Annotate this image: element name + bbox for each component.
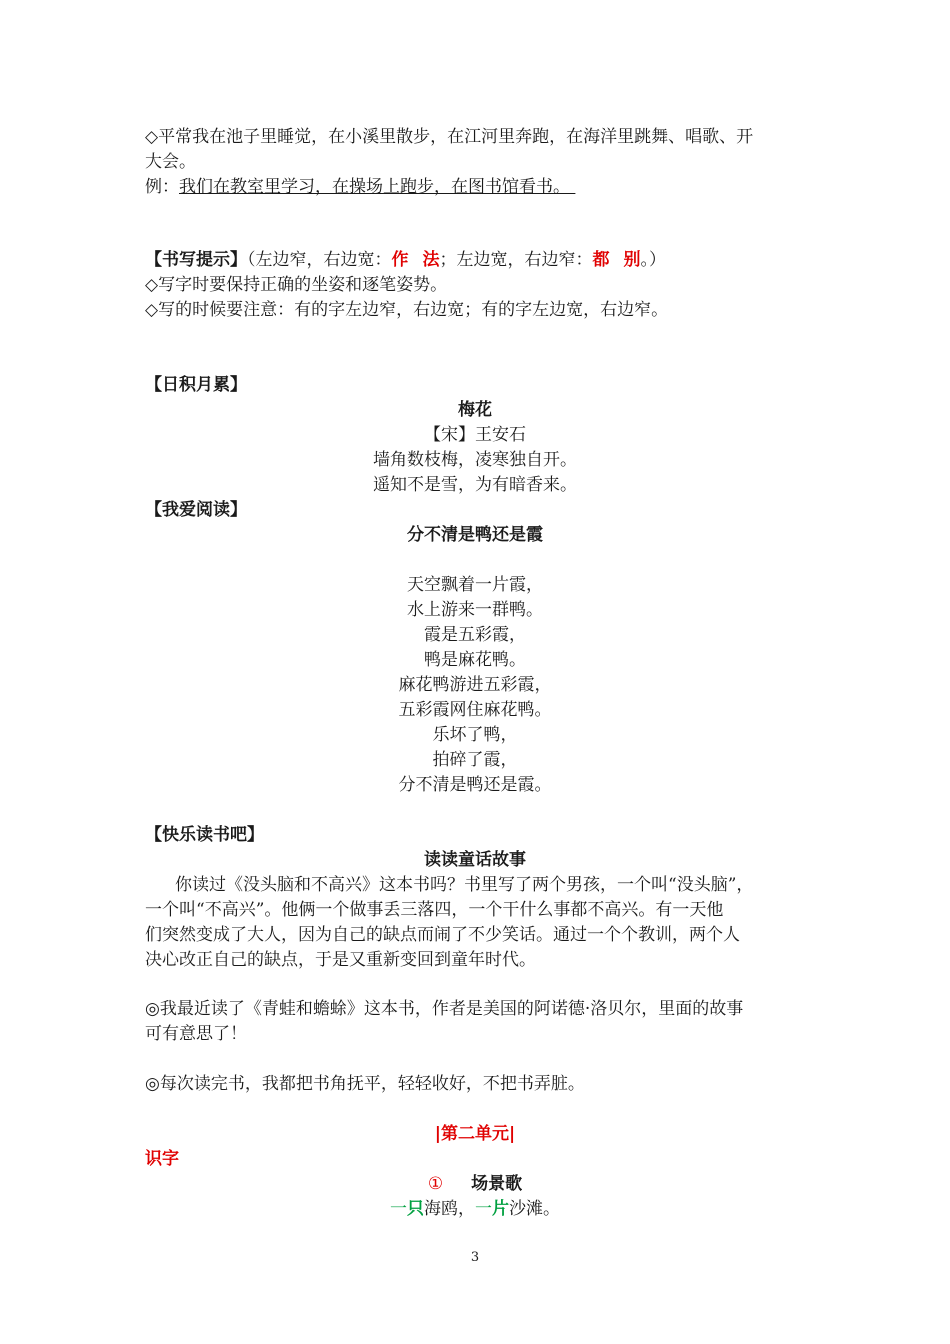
reading-line-7: 乐坏了鸭， [432,725,518,745]
writing-tip-2: ◇写的时候要注意：有的字左边窄，右边宽；有的字左边宽，右边窄。 [145,300,669,320]
reading-title: 分不清是鸭还是霞 [407,525,543,545]
example-prefix: 例： [145,177,179,197]
reading-line-2: 水上游来一群鸭。 [407,600,543,620]
happy-reading-title: 读读童话故事 [424,850,526,870]
lesson-part-2: 只 [407,1199,424,1219]
daily-header: 【日积月累】 [145,375,247,395]
example-text: 我们在教室里学习，在操场上跑步，在图书馆看书。 [179,177,570,197]
example-line [145,175,805,200]
lesson-number: ① [427,1174,444,1194]
book-note-line-2: 可有意思了！ [145,1024,247,1044]
page-number: 3 [470,1250,480,1265]
story-line-2: 一个叫“不高兴”。他俩一个做事丢三落四，一个干什么事都不高兴。有一天他 [145,900,724,920]
lesson-heading [145,1172,805,1197]
writing-tips-post: 。） [640,250,666,270]
reading-line-4: 鸭是麻花鸭。 [424,650,526,670]
red-char-fa: 法 [422,250,440,270]
section-title: 识字 [145,1149,179,1169]
writing-tips-line [145,248,805,273]
unit-title: |第二单元| [434,1124,516,1144]
red-char-dou: 都 [592,250,610,270]
poem-line-2: 遥知不是雪，为有暗香来。 [373,475,577,495]
writing-tip-1: ◇写字时要保持正确的坐姿和逐笔姿势。 [145,275,448,295]
reading-line-9: 分不清是鸭还是霞。 [398,775,552,795]
story-line-1: 你读过《没头脑和不高兴》这本书吗？书里写了两个男孩，一个叫“没头脑”， [175,875,754,895]
reading-line-3: 霞是五彩霞， [424,625,526,645]
lesson-part-5: 沙滩。 [509,1199,560,1219]
reading-header: 【我爱阅读】 [145,500,247,520]
story-line-3: 们突然变成了大人，因为自己的缺点而闹了不少笑话。通过一个个教训，两个人 [145,925,740,945]
poem-title: 梅花 [458,400,492,420]
story-line-4: 决心改正自己的缺点，于是又重新变回到童年时代。 [145,950,536,970]
red-char-zuo: 作 [391,250,409,270]
reading-line-5: 麻花鸭游进五彩霞， [398,675,552,695]
writing-tips-mid: ；左边宽，右边窄： [439,250,593,270]
lesson-part-1: 一 [390,1199,407,1219]
book-care-line: ◎每次读完书，我都把书角抚平，轻轻收好，不把书弄脏。 [145,1074,585,1094]
writing-tips-pre: （左边窄，右边宽： [247,250,392,270]
reading-line-1: 天空飘着一片霞， [407,575,543,595]
reading-line-6: 五彩霞网住麻花鸭。 [398,700,552,720]
poem-line-1: 墙角数枝梅，凌寒独自开。 [373,450,577,470]
lesson-part-3: 海鸥， [424,1199,475,1219]
happy-reading-header: 【快乐读书吧】 [145,825,264,845]
top-line-1: ◇平常我在池子里睡觉，在小溪里散步，在江河里奔跑，在海洋里跳舞、唱歌、开 [145,127,754,147]
top-line-2: 大会。 [145,152,196,172]
lesson-part-4: 片 [492,1199,509,1219]
red-char-bie: 别 [623,250,641,270]
poem-author: 【宋】王安石 [424,425,526,445]
book-note-line-1: ◎我最近读了《青蛙和蟾蜍》这本书，作者是美国的阿诺德·洛贝尔，里面的故事 [145,999,744,1019]
reading-line-8: 拍碎了霞， [432,750,518,770]
lesson-line-1 [145,1197,805,1222]
writing-tips-header: 【书写提示】 [145,250,247,270]
lesson-part-3-measure: 一 [475,1199,492,1219]
lesson-title: 场景歌 [471,1174,523,1194]
